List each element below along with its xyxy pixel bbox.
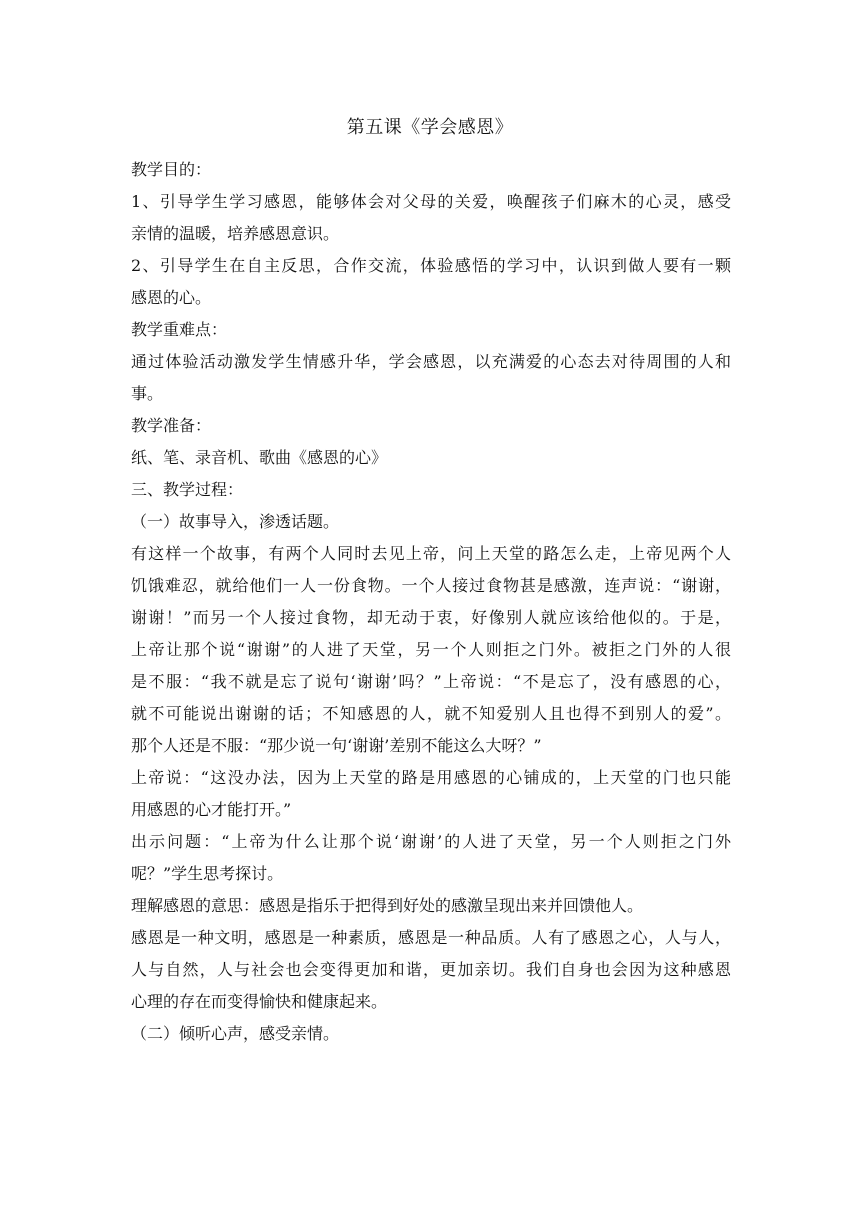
text-line: 心理的存在而变得愉快和健康起来。 (131, 992, 388, 1011)
text-line: 教学重难点： (131, 320, 228, 339)
document-body (131, 154, 731, 1050)
text-line: 教学目的： (131, 160, 212, 179)
text-line: 出示问题：“上帝为什么让那个说‘谢谢’的人进了天堂，另一个人则拒之门外 (131, 832, 731, 851)
document-title: 第五课《学会感恩》 (346, 117, 514, 138)
text-line: （一）故事导入，渗透话题。 (131, 512, 340, 531)
text-line: 人与自然，人与社会也会变得更加和谐，更加亲切。我们自身也会因为这种感恩 (131, 960, 731, 979)
text-line: 那个人还是不服：“那少说一句‘谢谢’差别不能这么大呀？” (131, 736, 542, 755)
text-line: 用感恩的心才能打开。” (131, 800, 292, 819)
text-line: 通过体验活动激发学生情感升华，学会感恩，以充满爱的心态去对待周围的人和 (131, 352, 731, 371)
text-line: 就不可能说出谢谢的话；不知感恩的人，就不知爱别人且也得不到别人的爱”。 (131, 704, 731, 723)
text-line: 有这样一个故事，有两个人同时去见上帝，问上天堂的路怎么走，上帝见两个人 (131, 544, 731, 563)
text-line: 感恩是一种文明，感恩是一种素质，感恩是一种品质。人有了感恩之心，人与人， (131, 928, 731, 947)
text-line: 上帝说：“这没办法，因为上天堂的路是用感恩的心铺成的，上天堂的门也只能 (131, 768, 731, 787)
text-line: 感恩的心。 (131, 288, 212, 307)
text-line: （二）倾听心声，感受亲情。 (131, 1024, 340, 1043)
text-line: 是不服：“我不就是忘了说句‘谢谢’吗？”上帝说：“不是忘了，没有感恩的心， (131, 672, 731, 691)
text-line: 饥饿难忍，就给他们一人一份食物。一个人接过食物甚是感激，连声说：“谢谢， (131, 576, 731, 595)
text-line: 呢？”学生思考探讨。 (131, 864, 284, 883)
text-line: 上帝让那个说“谢谢”的人进了天堂，另一个人则拒之门外。被拒之门外的人很 (131, 640, 731, 659)
text-line: 三、教学过程： (131, 480, 244, 499)
text-line: 2、引导学生在自主反思，合作交流，体验感悟的学习中，认识到做人要有一颗 (131, 256, 731, 275)
text-line: 事。 (131, 384, 164, 403)
text-line: 亲情的温暖，培养感恩意识。 (131, 224, 340, 243)
text-line: 谢谢！”而另一个人接过食物，却无动于衷，好像别人就应该给他似的。于是， (131, 608, 731, 627)
text-line: 理解感恩的意思：感恩是指乐于把得到好处的感激呈现出来并回馈他人。 (131, 896, 644, 915)
text-line: 纸、笔、录音机、歌曲《感恩的心》 (131, 448, 388, 467)
text-line: 1、引导学生学习感恩，能够体会对父母的关爱，唤醒孩子们麻木的心灵，感受 (131, 192, 731, 211)
text-line: 教学准备： (131, 416, 212, 435)
